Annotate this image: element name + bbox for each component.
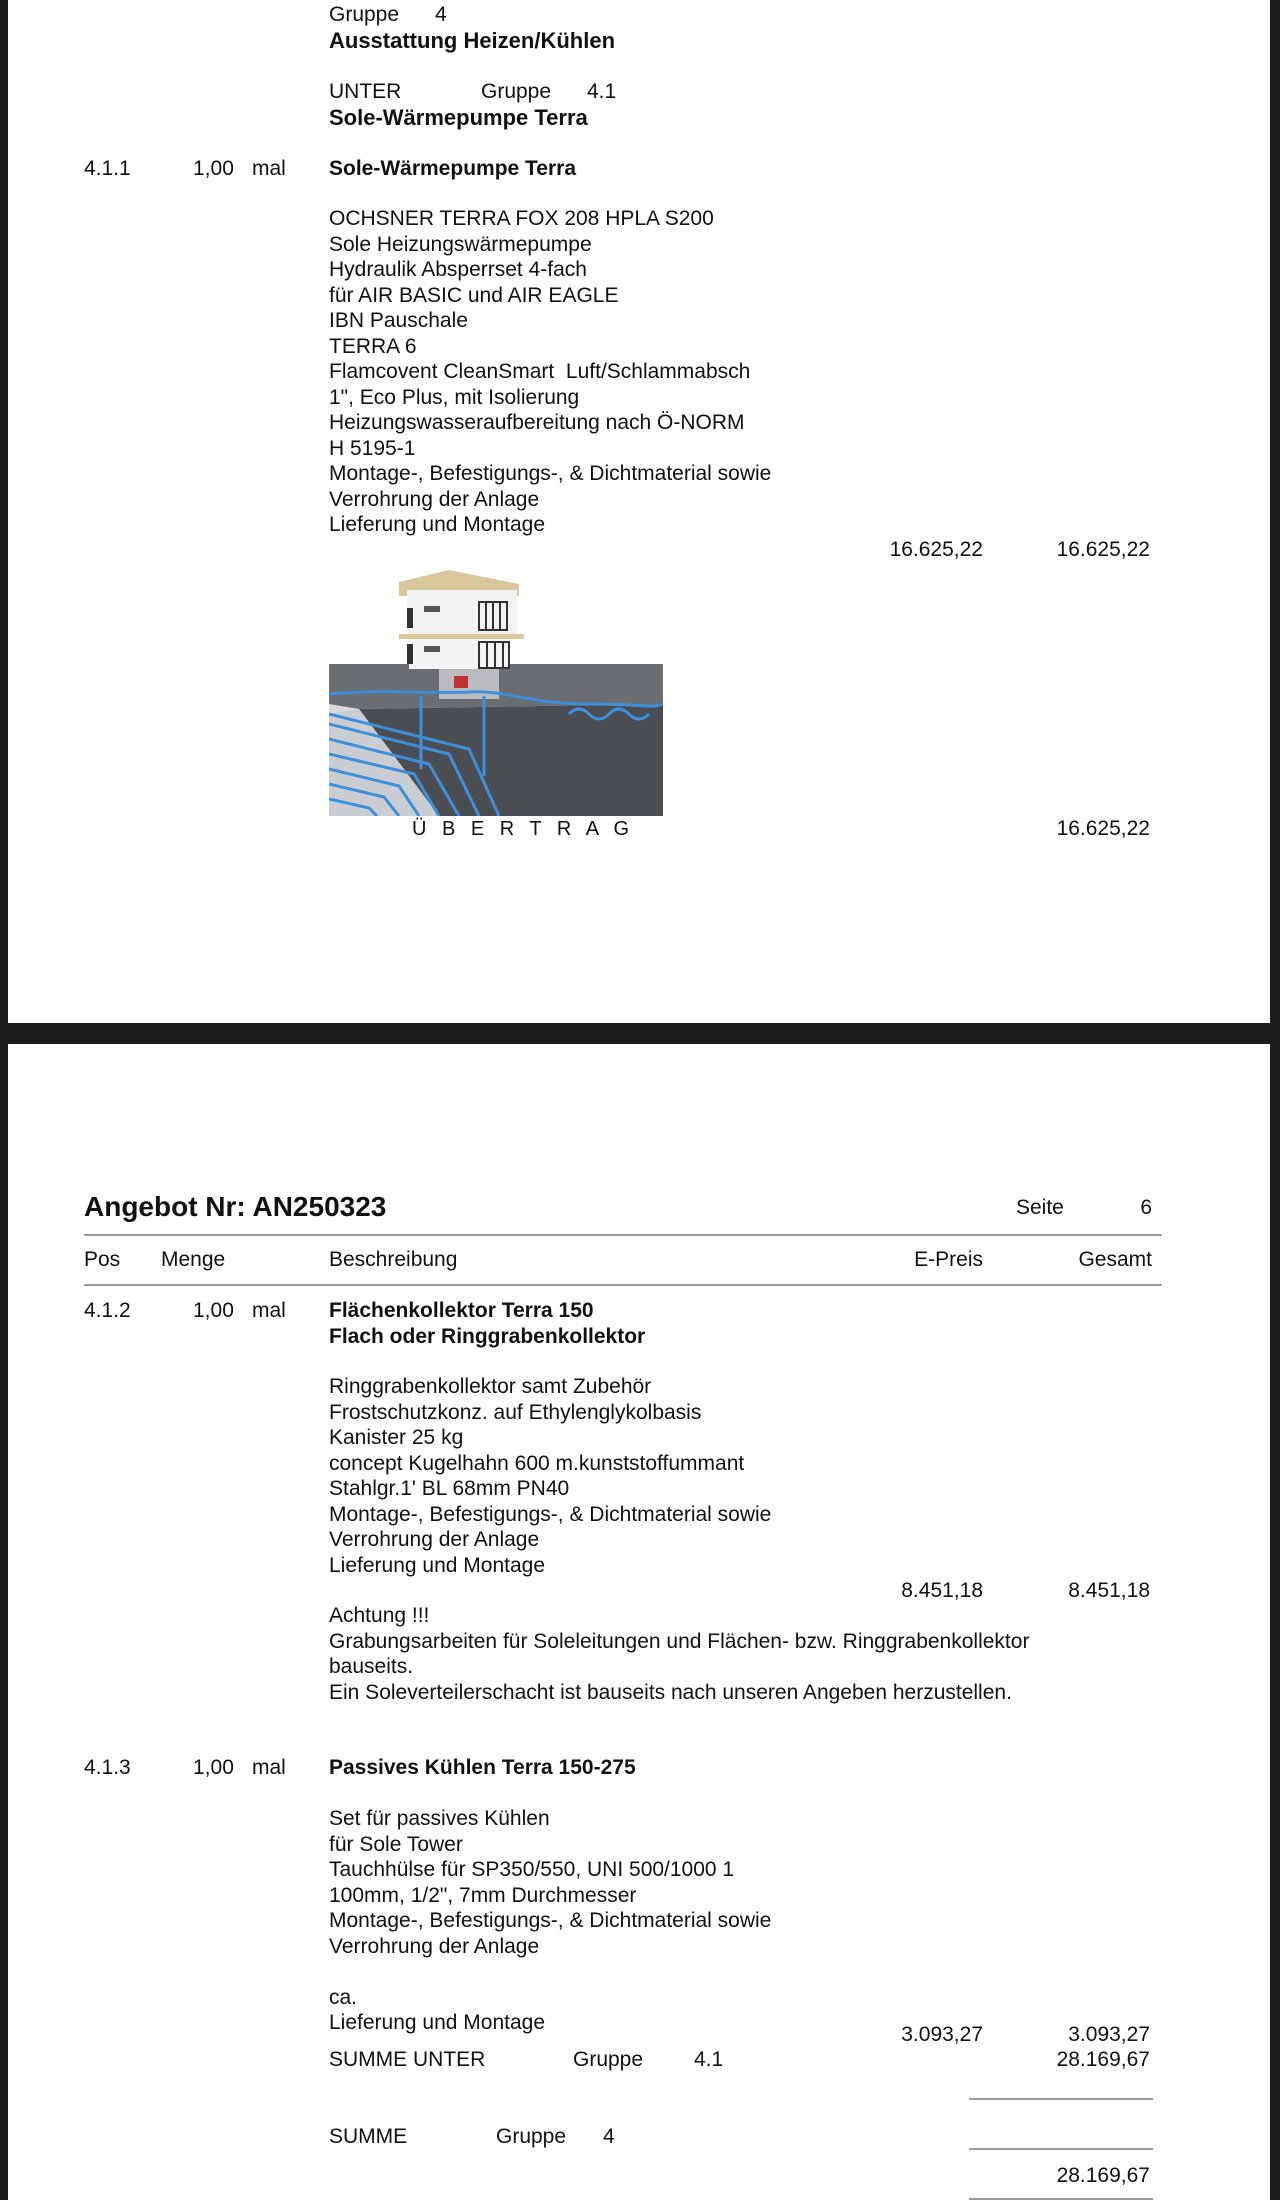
item-description [329,1374,771,1578]
item-total: 16.625,22 [1056,538,1150,561]
subgroup-title: Sole-Wärmepumpe Terra [329,105,588,130]
description-line: Montage-, Befestigungs-, & Dichtmaterial sowie [329,1502,772,1526]
item-total: 3.093,27 [1068,2023,1150,2046]
group-total-overline [969,2148,1153,2150]
description-line: ca. [329,1985,358,2009]
item-description [329,206,771,538]
column-total: Gesamt [1078,1248,1152,1271]
page-label: Seite [1016,1196,1064,1219]
item-qty: 1,00 [193,1756,234,1779]
description-line: für Sole Tower [329,1832,463,1856]
item-pos: 4.1.3 [84,1756,131,1779]
description-line: Set für passives Kühlen [329,1807,550,1830]
description-line: 1", Eco Plus, mit Isolierung [329,385,580,409]
header-divider [84,1234,1162,1236]
description-line: Verrohrung der Anlage [329,1528,540,1551]
column-pos: Pos [84,1248,121,1271]
subtotal-group-label: Gruppe [573,2048,644,2071]
item-unit: mal [252,157,286,180]
description-line: Verrohrung der Anlage [329,1934,540,1958]
description-line: Montage-, Befestigungs-, & Dichtmaterial sowie [329,462,772,485]
item-unit-price: 16.625,22 [889,538,983,561]
item-title: Flächenkollektor Terra 150 [329,1299,594,1322]
description-line: Frostschutzkonz. auf Ethylenglykolbasis [329,1400,702,1424]
description-line: Verrohrung der Anlage [329,487,540,511]
subgroup-number: 4.1 [587,80,617,103]
description-line: Tauchhülse für SP350/550, UNI 500/1000 1 [329,1858,735,1881]
description-line: Grabungsarbeiten für Soleleitungen und Flächen- bzw. Ringgrabenkollektor [329,1629,1030,1653]
carry-over-label: Ü B E R T R A G [412,818,635,840]
column-unit-price: E-Preis [914,1248,983,1271]
item-subtitle: Flach oder Ringgrabenkollektor [329,1325,646,1348]
description-line: H 5195-1 [329,436,416,460]
document-page-5 [8,0,1270,1023]
group-title: Ausstattung Heizen/Kühlen [329,28,616,53]
group-number: 4 [435,3,447,26]
item-title: Passives Kühlen Terra 150-275 [329,1756,636,1779]
group-total-label: SUMME [329,2125,408,2148]
subtotal-label: SUMME UNTER [329,2048,486,2071]
description-line: bauseits. [329,1655,414,1678]
group-label: Gruppe [329,3,400,26]
item-notes [329,1603,1029,1705]
carry-over-value: 16.625,22 [1056,817,1150,840]
description-line: Heizungswasseraufbereitung nach Ö-NORM [329,411,745,434]
document-page-6 [8,1044,1270,2200]
column-qty: Menge [161,1248,226,1271]
description-line [329,1959,771,1985]
item-qty: 1,00 [193,1299,234,1322]
description-line: IBN Pauschale [329,309,468,332]
subtotal-underline [969,2098,1153,2100]
description-line: Lieferung und Montage [329,1553,545,1577]
product-image [329,564,663,816]
item-pos: 4.1.2 [84,1299,131,1322]
subgroup-prefix: UNTER [329,80,402,103]
item-unit: mal [252,1756,286,1779]
page-number: 6 [1140,1196,1152,1219]
description-line: Stahlgr.1' BL 68mm PN40 [329,1477,570,1500]
item-unit: mal [252,1299,286,1322]
description-line: Ringgrabenkollektor samt Zubehör [329,1375,652,1398]
group-total-value: 28.169,67 [1056,2164,1150,2187]
description-line: Lieferung und Montage [329,2011,545,2034]
item-unit-price: 3.093,27 [901,2023,983,2046]
description-line: concept Kugelhahn 600 m.kunststoffummant [329,1451,745,1475]
description-line: Montage-, Befestigungs-, & Dichtmaterial sowie [329,1909,772,1932]
description-line: Achtung !!! [329,1604,430,1627]
description-line: OCHSNER TERRA FOX 208 HPLA S200 [329,207,714,230]
item-pos: 4.1.1 [84,157,131,180]
description-line: Hydraulik Absperrset 4-fach [329,258,587,281]
description-line: Ein Soleverteilerschacht ist bauseits nach unseren Angeben herzustellen. [329,1680,1012,1704]
description-line: Flamcovent CleanSmart Luft/Schlammabsch [329,360,751,383]
heat-pump-house-illustration [329,564,663,816]
description-line: 100mm, 1/2", 7mm Durchmesser [329,1883,637,1907]
column-divider [84,1284,1162,1286]
item-qty: 1,00 [193,157,234,180]
column-description: Beschreibung [329,1248,458,1271]
group-total-group-label: Gruppe [496,2125,567,2148]
item-title: Sole-Wärmepumpe Terra [329,157,577,180]
group-total-group-number: 4 [603,2125,615,2148]
subgroup-label: Gruppe [481,80,552,103]
description-line: Lieferung und Montage [329,513,545,536]
item-description [329,1806,771,2036]
offer-number: Angebot Nr: AN250323 [84,1191,387,1222]
description-line: TERRA 6 [329,334,417,358]
subtotal-group-number: 4.1 [694,2048,724,2071]
subtotal-value: 28.169,67 [1056,2048,1150,2071]
description-line: Sole Heizungswärmepumpe [329,232,592,256]
item-total: 8.451,18 [1068,1579,1150,1602]
description-line: Kanister 25 kg [329,1426,464,1449]
description-line: für AIR BASIC und AIR EAGLE [329,283,619,307]
item-unit-price: 8.451,18 [901,1579,983,1602]
